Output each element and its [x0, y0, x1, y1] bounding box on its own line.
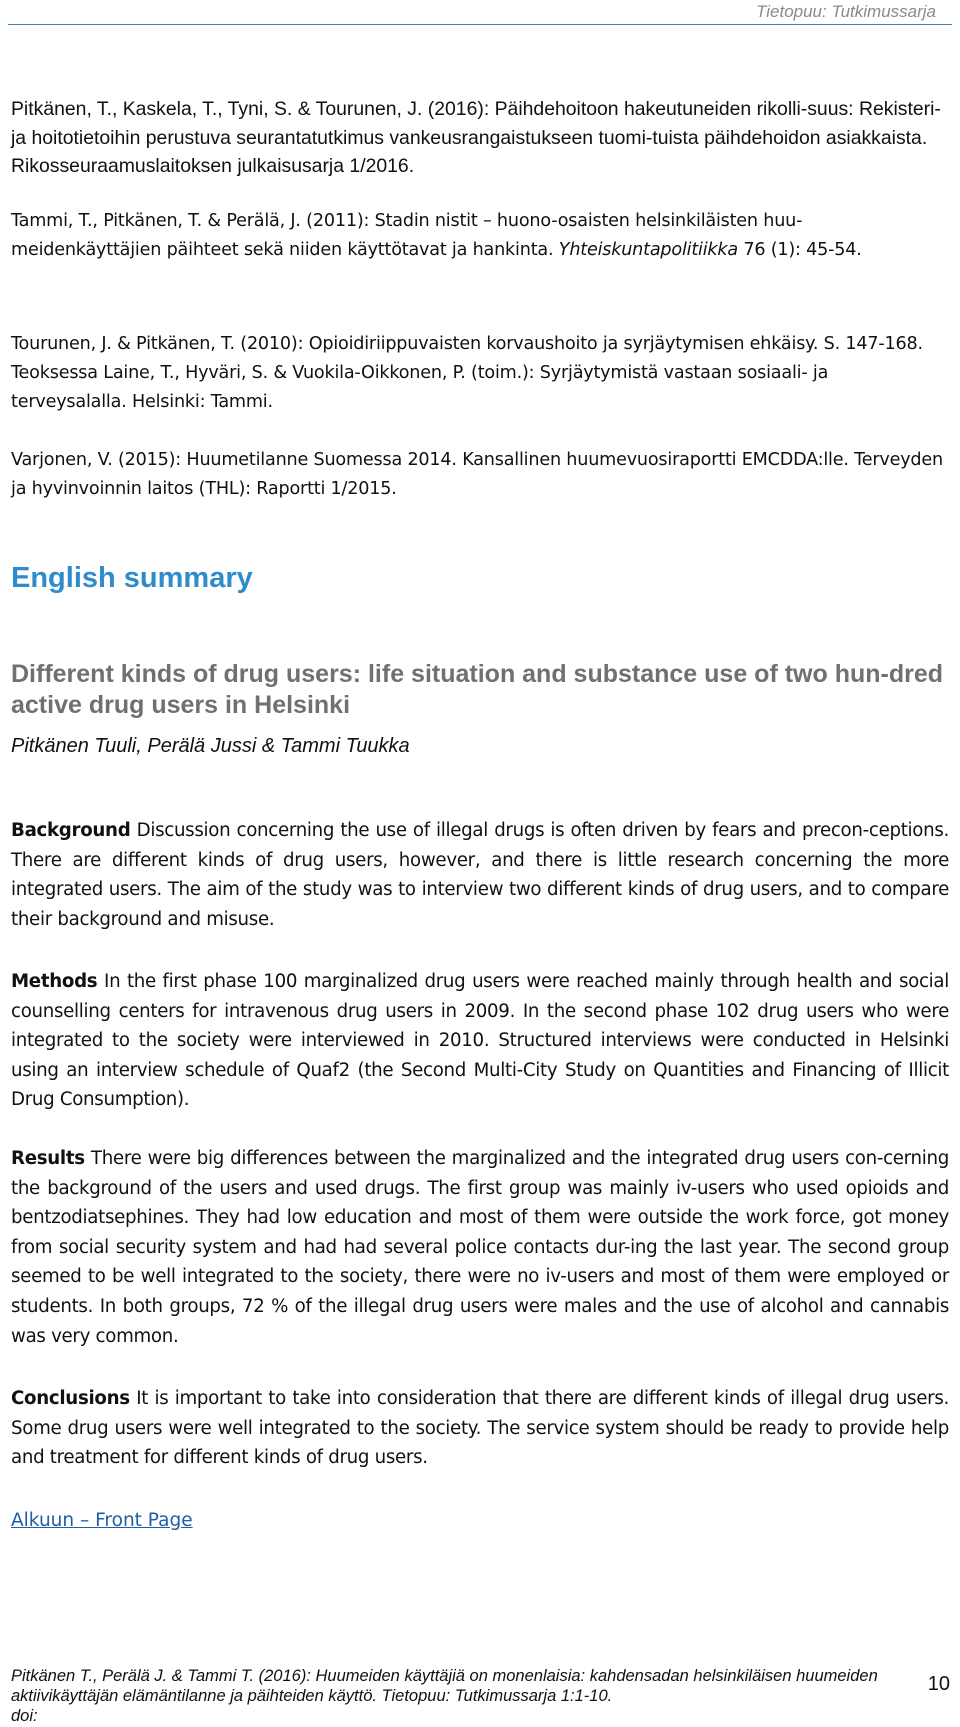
results-label: Results: [11, 1148, 85, 1169]
conclusions-label: Conclusions: [11, 1388, 130, 1409]
footer-doi: doi:: [11, 1707, 38, 1725]
results-paragraph: [11, 1144, 949, 1351]
reference-1: Pitkänen, T., Kaskela, T., Tyni, S. & Tourunen, J. (2016): Päihdehoitoon hakeutuneiden rikolli-suus: Rekisteri- ja hoitotietoihin perustuva seurantatutkimus vankeusrangaistukseen tuomi-tuista päihdehoidon asiakkaista. Rikosseuraamuslaitoksen julkaisusarja 1/2016.: [11, 98, 941, 177]
footer-citation: [11, 1666, 891, 1726]
background-text: Discussion concerning the use of illegal drugs is often driven by fears and precon-ceptions. There are different kinds of drug users, however, and there is little research concerning the more integrated users. The aim of the study was to interview two different kinds of drug users, and to compare their background and misuse.: [11, 820, 949, 930]
reference-4: Varjonen, V. (2015): Huumetilanne Suomessa 2014. Kansallinen huumevuosiraportti EMCDDA:lle. Terveyden ja hyvinvoinnin laitos (THL): Raportti 1/2015.: [11, 450, 943, 499]
conclusions-paragraph: [11, 1384, 949, 1473]
reference-2: [11, 207, 947, 265]
methods-text: In the first phase 100 marginalized drug users were reached mainly through health and social counselling centers for intravenous drug users in 2009. In the second phase 102 drug users who were integrated to the society were interviewed in 2010. Structured interviews were conducted in Helsinki using an interview schedule of Quaf2 (the Second Multi-City Study on Quantities and Financing of Illicit Drug Consumption).: [11, 971, 949, 1111]
results-text: There were big differences between the marginalized and the integrated drug users con-cerning the background of the users and used drugs. The first group was mainly iv-users who used opioids and bentzodiatsephines. They had low education and most of them were outside the work force, got money from social security system and had had several police contacts dur-ing the last year. The second group seemed to be well integrated to the society, there were no iv-users and most of them were employed or students. In both groups, 72 % of the illegal drug users were males and the use of alcohol and cannabis was very common.: [11, 1148, 949, 1347]
summary-authors: Pitkänen Tuuli, Perälä Jussi & Tammi Tuukka: [11, 735, 410, 757]
page-number: 10: [927, 1673, 950, 1695]
header-divider: [8, 24, 952, 25]
conclusions-text: It is important to take into consideration that there are different kinds of illegal drug users. Some drug users were well integrated to the society. The service system should be ready to provide help and treatment for different kinds of drug users.: [11, 1388, 949, 1469]
summary-title: Different kinds of drug users: life situation and substance use of two hun-dred active drug users in Helsinki: [11, 660, 944, 719]
reference-2-text: Tammi, T., Pitkänen, T. & Perälä, J. (2011): Stadin nistit – huono-osaisten helsinkiläisten huu-meidenkäyttäjien päihteet sekä niiden käyttötavat ja hankinta.: [11, 211, 803, 260]
reference-2-journal: Yhteiskuntapolitiikka: [558, 240, 738, 260]
background-paragraph: [11, 816, 949, 934]
methods-label: Methods: [11, 971, 98, 992]
footer-citation-text: Pitkänen T., Perälä J. & Tammi T. (2016): Huumeiden käyttäjiä on monenlaisia: kahdensadan helsinkiläisen huumeiden aktiivikäyttäjän elämäntilanne ja päihteiden käyttö. Tietopuu: Tutkimussarja 1:1-10.: [11, 1667, 878, 1705]
background-label: Background: [11, 820, 131, 841]
section-heading: English summary: [11, 562, 253, 594]
reference-3: Tourunen, J. & Pitkänen, T. (2010): Opioidiriippuvaisten korvaushoito ja syrjäytymisen ehkäisy. S. 147-168. Teoksessa Laine, T., Hyväri, S. & Vuokila-Oikkonen, P. (toim.): Syrjäytymistä vastaan sosiaali- ja terveysalalla. Helsinki: Tammi.: [11, 334, 923, 412]
running-head: Tietopuu: Tutkimussarja: [756, 2, 936, 21]
front-page-link[interactable]: Alkuun – Front Page: [11, 1510, 193, 1531]
methods-paragraph: [11, 967, 949, 1115]
reference-2-volume: 76 (1): 45-54.: [737, 240, 862, 260]
